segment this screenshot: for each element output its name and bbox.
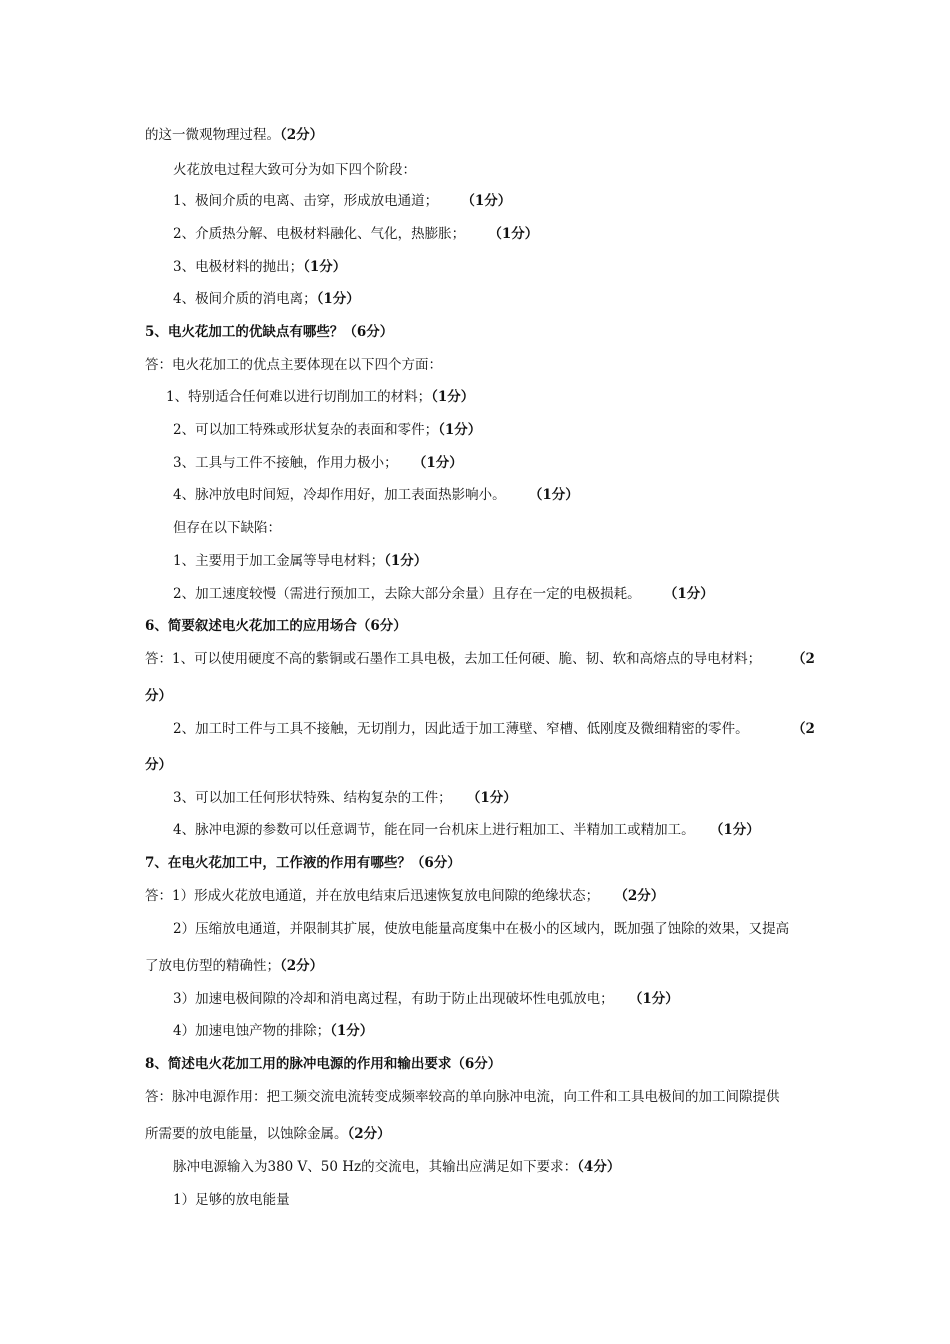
text-line: 脉冲电源输入为380 V、50 Hz的交流电，其输出应满足如下要求：（4分） (173, 1159, 621, 1175)
text-line: 4）加速电蚀产物的排除；（1分） (173, 1023, 374, 1039)
score-label: （1分） (473, 790, 517, 806)
text-line: 答：电火花加工的优点主要体现在以下四个方面： (145, 357, 442, 373)
text-line: 所需要的放电能量，以蚀除金属。（2分） (145, 1126, 391, 1142)
text-line: 答：1）形成火花放电通道，并在放电结束后迅速恢复放电间隙的绝缘状态； （2分） (145, 888, 665, 904)
text-line: 1、特别适合任何难以进行切削加工的材料；（1分） (166, 389, 475, 405)
question-heading: 7、在电火花加工中，工作液的作用有哪些？（6分） (145, 855, 461, 871)
score-label: 分） (145, 757, 172, 773)
text-line: 1、主要用于加工金属等导电材料；（1分） (173, 553, 428, 569)
score-label: （1分） (535, 487, 579, 503)
text-line: 3、可以加工任何形状特殊、结构复杂的工件； （1分） (173, 790, 517, 806)
text-line: 4、极间介质的消电离；（1分） (173, 291, 360, 307)
score-label: （2 (792, 651, 815, 667)
text-line: 4、脉冲电源的参数可以任意调节，能在同一台机床上进行粗加工、半精加工或精加工。 （1分） (173, 822, 760, 838)
score-label: （2分） (347, 1126, 391, 1142)
text-line: 3、工具与工件不接触，作用力极小； （1分） (173, 455, 463, 471)
text-line: 答：脉冲电源作用：把工频交流电流转变成频率较高的单向脉冲电流，向工件和工具电极间的加工间隙提供 (145, 1089, 780, 1105)
question-heading: 5、电火花加工的优缺点有哪些？（6分） (145, 324, 394, 340)
text-line: 3、电极材料的抛出；（1分） (173, 259, 347, 275)
score-label: （1分） (635, 991, 679, 1007)
score-label: （1分） (384, 553, 428, 569)
score-label: （1分） (431, 389, 475, 405)
text-line: 2、可以加工特殊或形状复杂的表面和零件；（1分） (173, 422, 482, 438)
question-heading: 8、简述电火花加工用的脉冲电源的作用和输出要求（6分） (145, 1056, 502, 1072)
text-line: 答：1、可以使用硬度不高的紫铜或石墨作工具电极，去加工任何硬、脆、韧、软和高熔点的导电材料； (145, 651, 762, 667)
score-label: （2分） (621, 888, 665, 904)
score-label: 分） (145, 688, 172, 704)
score-label: （1分） (316, 291, 360, 307)
text-line: 1、极间介质的电离、击穿，形成放电通道； （1分） (173, 193, 512, 209)
score-label: （4分） (577, 1159, 621, 1175)
score-label: （1分） (495, 226, 539, 242)
score-label: （1分） (330, 1023, 374, 1039)
score-label: （2分） (280, 958, 324, 974)
score-label: （1分） (438, 422, 482, 438)
text-line: 了放电仿型的精确性；（2分） (145, 958, 324, 974)
text-line: 2、加工时工件与工具不接触，无切削力，因此适于加工薄壁、窄槽、低刚度及微细精密的零件。 (173, 721, 749, 737)
text-line: 但存在以下缺陷： (173, 520, 281, 536)
text-line: 2、介质热分解、电极材料融化、气化，热膨胀； （1分） (173, 226, 539, 242)
text-line: 的这一微观物理过程。（2分） (145, 127, 324, 143)
text-line: 1）足够的放电能量 (173, 1192, 290, 1208)
score-label: （2分） (280, 127, 324, 143)
text-line: 2、加工速度较慢（需进行预加工，去除大部分余量）且存在一定的电极损耗。 （1分） (173, 586, 714, 602)
score-label: （2 (792, 721, 815, 737)
score-label: （1分） (419, 455, 463, 471)
text-line: 3）加速电极间隙的冷却和消电离过程，有助于防止出现破坏性电弧放电； （1分） (173, 991, 679, 1007)
text-line: 4、脉冲放电时间短，冷却作用好，加工表面热影响小。 （1分） (173, 487, 579, 503)
score-label: （1分） (303, 259, 347, 275)
score-label: （1分） (468, 193, 512, 209)
text-line: 2）压缩放电通道，并限制其扩展，使放电能量高度集中在极小的区域内，既加强了蚀除的效果，又提高 (173, 921, 790, 937)
question-heading: 6、简要叙述电火花加工的应用场合（6分） (145, 618, 407, 634)
score-label: （1分） (716, 822, 760, 838)
text-line: 火花放电过程大致可分为如下四个阶段： (173, 162, 416, 178)
score-label: （1分） (670, 586, 714, 602)
